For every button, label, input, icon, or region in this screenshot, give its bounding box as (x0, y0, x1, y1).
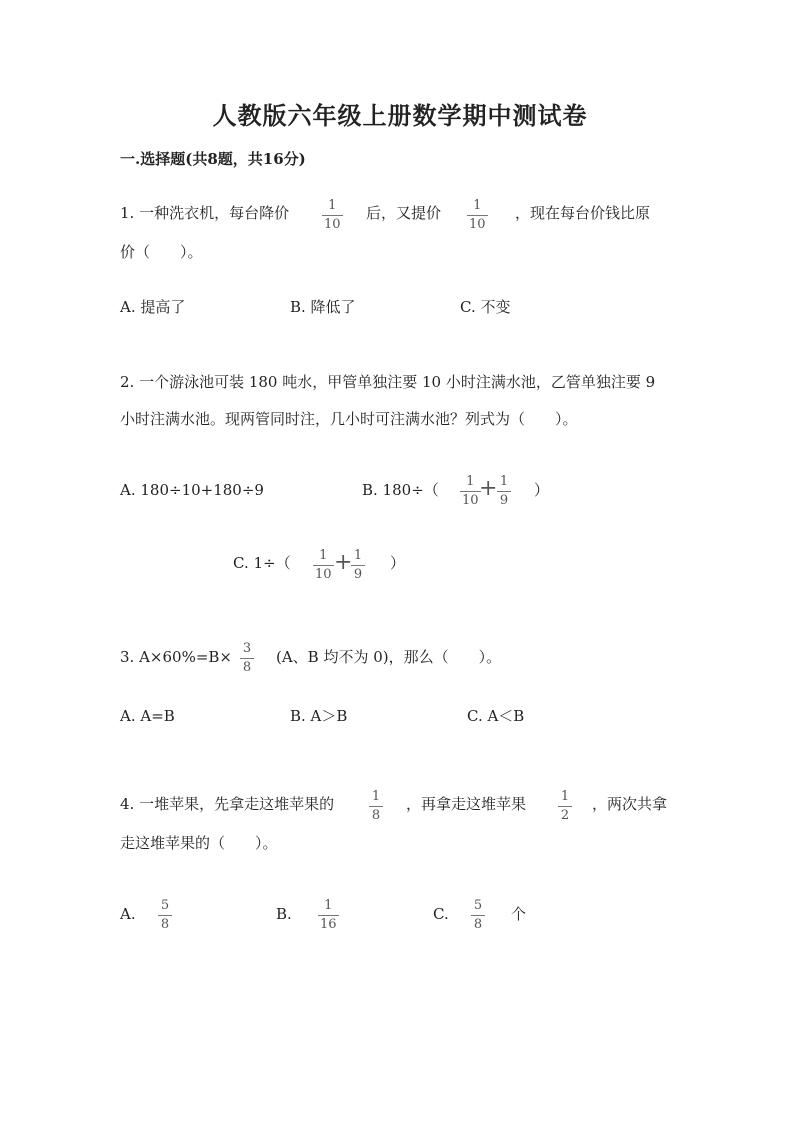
q4c-frac-den: 8 (473, 917, 483, 932)
q2-text-line1: 2. 一个游泳池可装 180 吨水，甲管单独注要 10 小时注满水池，乙管单独注要 9 (120, 373, 656, 391)
q4-fraction-1 (369, 789, 383, 823)
q4-option-a-fraction (158, 898, 172, 932)
fraction-bar (460, 491, 481, 492)
q2-text-line2: 小时注满水池。现两管同时注，几小时可注满水池？列式为（ ）。 (120, 410, 578, 428)
q4-fraction-2 (558, 789, 572, 823)
fraction-bar (240, 658, 254, 659)
q3-text-b: (A、B 均不为 0)，那么（ ）。 (276, 648, 502, 666)
q4-frac2-den: 2 (560, 808, 570, 823)
q3-frac-den: 8 (242, 660, 252, 675)
q2b-frac2-den: 9 (499, 493, 509, 508)
q2-option-b-plus: + (479, 476, 498, 501)
q2-option-c-fraction-1 (313, 548, 334, 582)
fraction-bar (313, 565, 334, 566)
q4-frac1-den: 8 (371, 808, 381, 823)
fraction-bar (369, 806, 383, 807)
q2-option-c-plus: + (334, 550, 353, 575)
q2-option-b-suffix: ） (534, 481, 550, 499)
fraction-bar (158, 915, 172, 916)
q1-option-a: A. 提高了 (120, 298, 186, 316)
q4-text-line2: 走这堆苹果的（ ）。 (120, 834, 278, 852)
q4-option-c-label: C. (433, 905, 449, 923)
q2-option-a: A. 180÷10+180÷9 (120, 481, 264, 499)
fraction-bar (497, 491, 511, 492)
section-heading: 一.选择题(共8题，共16分) (120, 150, 306, 168)
q4-frac2-num: 1 (560, 789, 570, 804)
q4-option-b-label: B. (276, 905, 292, 923)
fraction-bar (351, 565, 365, 566)
q4b-frac-num: 1 (324, 898, 333, 913)
q2c-frac1-den: 10 (315, 567, 332, 582)
q1-option-c: C. 不变 (460, 298, 511, 316)
q1-text-line2: 价（ ）。 (120, 243, 203, 261)
q1-text-a: 1. 一种洗衣机，每台降价 (120, 204, 290, 222)
q4a-frac-den: 8 (160, 917, 170, 932)
q3-text-a: 3. A×60%=B× (120, 648, 232, 666)
q4-option-c-unit: 个 (511, 905, 527, 923)
q1-text-b: 后，又提价 (366, 204, 442, 222)
page-title: 人教版六年级上册数学期中测试卷 (212, 101, 588, 130)
q4-frac1-num: 1 (371, 789, 381, 804)
q4-text-c: ，两次共拿 (592, 795, 668, 813)
q2c-frac1-num: 1 (319, 548, 328, 563)
q2-option-b-fraction-2 (497, 474, 511, 508)
q2b-frac2-num: 1 (499, 474, 509, 489)
q2b-frac1-num: 1 (466, 474, 475, 489)
q4b-frac-den: 16 (320, 917, 337, 932)
q3-fraction (240, 641, 254, 675)
fraction-bar (471, 915, 485, 916)
q3-option-a: A. A=B (120, 707, 175, 725)
q3-frac-num: 3 (242, 641, 252, 656)
q4-text-b: ，再拿走这堆苹果 (406, 795, 527, 813)
q2c-frac2-num: 1 (353, 548, 363, 563)
q2b-frac1-den: 10 (462, 493, 479, 508)
q1-fraction-1 (322, 198, 343, 232)
q4-option-b-fraction (318, 898, 339, 932)
q1-option-b: B. 降低了 (290, 298, 356, 316)
q2-option-c-prefix: C. 1÷（ (233, 554, 291, 572)
fraction-bar (322, 215, 343, 216)
q1-frac2-num: 1 (473, 198, 482, 213)
q4c-frac-num: 5 (473, 898, 483, 913)
fraction-bar (467, 215, 488, 216)
q2-option-b-prefix: B. 180÷（ (362, 481, 439, 499)
q1-frac1-den: 10 (324, 217, 341, 232)
q3-option-c: C. A＜B (467, 707, 525, 725)
q4-text-a: 4. 一堆苹果，先拿走这堆苹果的 (120, 795, 335, 813)
q2-option-c-suffix: ） (390, 554, 406, 572)
q2-option-c-fraction-2 (351, 548, 365, 582)
q4-option-c-fraction (471, 898, 485, 932)
q2-option-b-fraction-1 (460, 474, 481, 508)
fraction-bar (558, 806, 572, 807)
q1-frac1-num: 1 (328, 198, 337, 213)
q1-text-c: ，现在每台价钱比原 (515, 204, 651, 222)
q2c-frac2-den: 9 (353, 567, 363, 582)
q4a-frac-num: 5 (160, 898, 170, 913)
q1-fraction-2 (467, 198, 488, 232)
fraction-bar (318, 915, 339, 916)
q3-option-b: B. A＞B (290, 707, 348, 725)
q1-frac2-den: 10 (469, 217, 486, 232)
q4-option-a-label: A. (120, 905, 136, 923)
